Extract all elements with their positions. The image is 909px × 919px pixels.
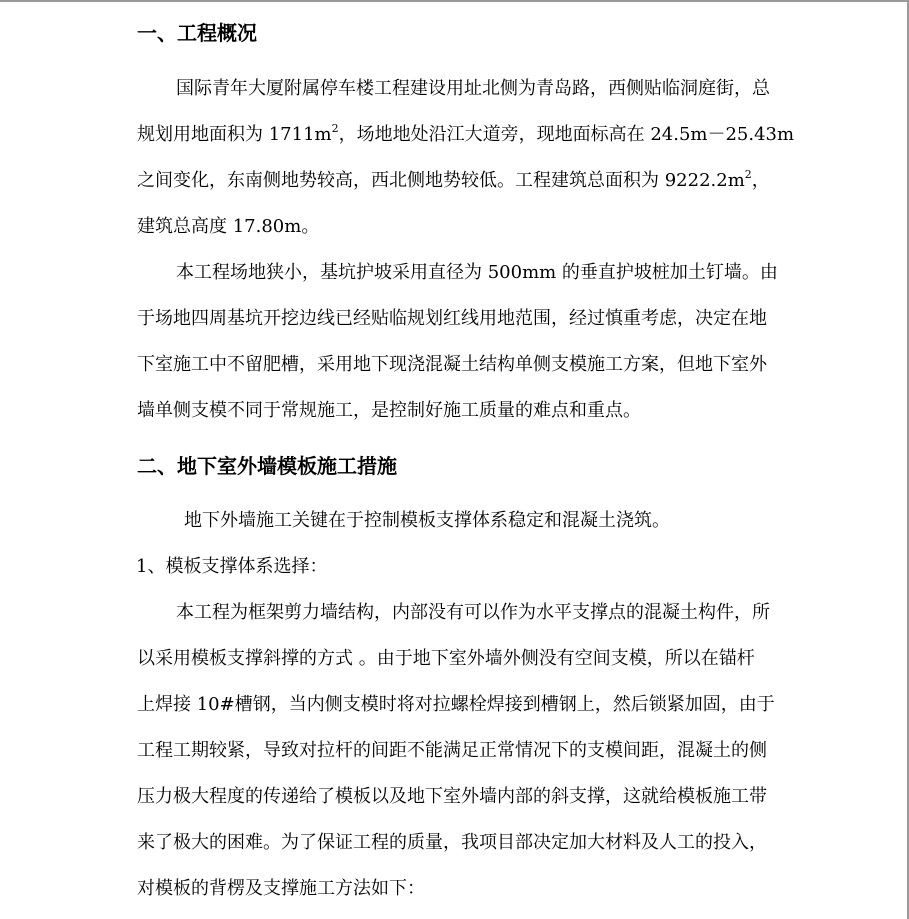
paragraph-line: 对模板的背楞及支撑施工方法如下：	[137, 878, 425, 899]
paragraph-line: 墙单侧支模不同于常规施工，是控制好施工质量的难点和重点。	[137, 400, 641, 421]
paragraph-line: 之间变化，东南侧地势较高，西北侧地势较低。工程建筑总面积为 $9222.2m^2$，	[137, 168, 770, 191]
paragraph-line: 本工程为框架剪力墙结构，内部没有可以作为水平支撑点的混凝土构件，所	[176, 602, 770, 623]
paragraph-line: 本工程场地狭小，基坑护坡采用直径为 500mm 的垂直护坡桩加土钉墙。由	[176, 262, 778, 283]
paragraph-line: 规划用地面积为 $1711m^2$，场地地处沿江大道旁，现地面标高在 24.5m－25.43m	[137, 122, 795, 145]
paragraph-line: 于场地四周基坑开挖边线已经贴临规划红线用地范围，经过慎重考虑，决定在地	[137, 308, 767, 329]
paragraph-line: 压力极大程度的传递给了模板以及地下室外墙内部的斜支撑，这就给模板施工带	[137, 786, 767, 807]
section-heading-overview: 一、工程概况	[137, 21, 257, 45]
paragraph-line: 国际青年大厦附属停车楼工程建设用址北侧为青岛路，西侧贴临洞庭街，总	[176, 78, 770, 99]
paragraph-line: 下室施工中不留肥槽，采用地下现浇混凝土结构单侧支模施工方案，但地下室外	[137, 354, 767, 375]
paragraph-line: 地下外墙施工关键在于控制模板支撑体系稳定和混凝土浇筑。	[184, 510, 670, 531]
paragraph-line: 建筑总高度 17.80m。	[137, 216, 320, 237]
paragraph-line: 上焊接 10#槽钢，当内侧支模时将对拉螺栓焊接到槽钢上，然后锁紧加固，由于	[137, 694, 775, 715]
section-heading-basement-formwork: 二、地下室外墙模板施工措施	[137, 454, 397, 478]
subsection-heading: 1、模板支撑体系选择：	[136, 556, 328, 577]
paragraph-line: 工程工期较紧，导致对拉杆的间距不能满足正常情况下的支模间距，混凝土的侧	[137, 740, 767, 761]
paragraph-line: 以采用模板支撑斜撑的方式 。由于地下室外墙外侧没有空间支模，所以在锚杆	[137, 648, 755, 669]
paragraph-line: 来了极大的困难。为了保证工程的质量，我项目部决定加大材料及人工的投入，	[137, 832, 767, 853]
